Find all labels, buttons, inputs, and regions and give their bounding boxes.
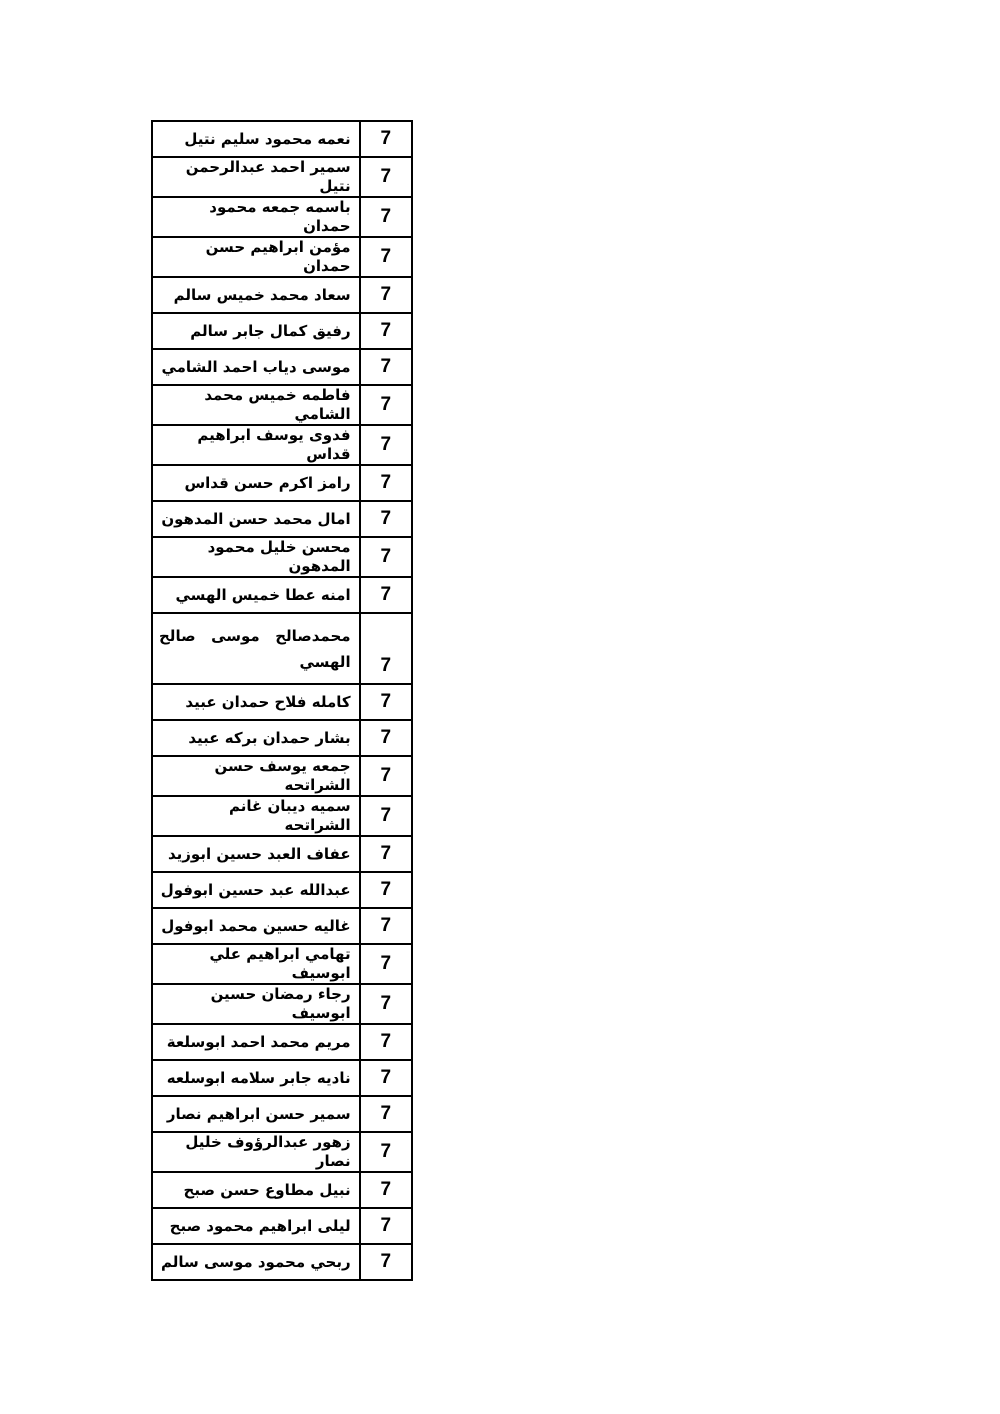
number-cell: 7 bbox=[360, 277, 412, 313]
number-cell: 7 bbox=[360, 465, 412, 501]
table-row bbox=[152, 501, 412, 537]
table-row bbox=[152, 537, 412, 577]
name-cell: سميه ديبان غانم الشراتحه bbox=[152, 796, 360, 836]
number-cell: 7 bbox=[360, 425, 412, 465]
number-cell: 7 bbox=[360, 385, 412, 425]
table-row bbox=[152, 796, 412, 836]
table-row bbox=[152, 197, 412, 237]
table-row bbox=[152, 237, 412, 277]
table-row bbox=[152, 425, 412, 465]
number-cell: 7 bbox=[360, 157, 412, 197]
number-cell: 7 bbox=[360, 121, 412, 157]
name-cell: جمعه يوسف حسن الشراتحه bbox=[152, 756, 360, 796]
number-cell: 7 bbox=[360, 1132, 412, 1172]
number-cell: 7 bbox=[360, 1060, 412, 1096]
number-cell: 7 bbox=[360, 836, 412, 872]
name-cell: بشار حمدان بركه عبيد bbox=[152, 720, 360, 756]
number-cell: 7 bbox=[360, 684, 412, 720]
number-cell: 7 bbox=[360, 1208, 412, 1244]
table-row bbox=[152, 577, 412, 613]
name-cell: امال محمد حسن المدهون bbox=[152, 501, 360, 537]
name-cell: رفيق كمال جابر سالم bbox=[152, 313, 360, 349]
name-cell: رجاء رمضان حسين ابوسيف bbox=[152, 984, 360, 1024]
name-cell: محمدصالح موسى صالح الهسي bbox=[152, 613, 360, 684]
table-row bbox=[152, 984, 412, 1024]
table-row bbox=[152, 756, 412, 796]
name-cell: تهامي ابراهيم علي ابوسيف bbox=[152, 944, 360, 984]
name-cell: نبيل مطاوع حسن صبح bbox=[152, 1172, 360, 1208]
name-cell: ناديه جابر سلامه ابوسلعه bbox=[152, 1060, 360, 1096]
number-cell: 7 bbox=[360, 908, 412, 944]
table-row bbox=[152, 1060, 412, 1096]
number-cell: 7 bbox=[360, 756, 412, 796]
name-cell: عبدالله عبد حسين ابوفول bbox=[152, 872, 360, 908]
name-cell: كامله فلاح حمدان عبيد bbox=[152, 684, 360, 720]
table-row bbox=[152, 944, 412, 984]
number-cell: 7 bbox=[360, 197, 412, 237]
table-row bbox=[152, 1172, 412, 1208]
number-cell: 7 bbox=[360, 984, 412, 1024]
name-cell: باسمه جمعه محمود حمدان bbox=[152, 197, 360, 237]
name-cell: غاليه حسين محمد ابوفول bbox=[152, 908, 360, 944]
number-cell: 7 bbox=[360, 796, 412, 836]
table-row bbox=[152, 313, 412, 349]
number-cell: 7 bbox=[360, 237, 412, 277]
name-cell: نعمه محمود سليم نتيل bbox=[152, 121, 360, 157]
number-cell: 7 bbox=[360, 872, 412, 908]
number-cell: 7 bbox=[360, 720, 412, 756]
name-cell: امنه عطا خميس الهسي bbox=[152, 577, 360, 613]
number-cell: 7 bbox=[360, 577, 412, 613]
table-row bbox=[152, 613, 412, 684]
number-cell: 7 bbox=[360, 537, 412, 577]
table-row bbox=[152, 872, 412, 908]
number-cell: 7 bbox=[360, 501, 412, 537]
number-cell: 7 bbox=[360, 1024, 412, 1060]
number-cell: 7 bbox=[360, 1244, 412, 1280]
table-row bbox=[152, 836, 412, 872]
name-cell: سمير حسن ابراهيم نصار bbox=[152, 1096, 360, 1132]
name-cell: موسى دياب احمد الشامي bbox=[152, 349, 360, 385]
table-row bbox=[152, 385, 412, 425]
name-cell: محسن خليل محمود المدهون bbox=[152, 537, 360, 577]
name-cell: رامز اكرم حسن قداس bbox=[152, 465, 360, 501]
names-table-body bbox=[152, 121, 412, 1280]
table-row bbox=[152, 465, 412, 501]
table-row bbox=[152, 720, 412, 756]
table-row bbox=[152, 277, 412, 313]
number-cell: 7 bbox=[360, 313, 412, 349]
number-cell: 7 bbox=[360, 1096, 412, 1132]
name-cell: سعاد محمد خميس سالم bbox=[152, 277, 360, 313]
table-row bbox=[152, 684, 412, 720]
table-row bbox=[152, 1096, 412, 1132]
number-cell: 7 bbox=[360, 1172, 412, 1208]
name-cell: ربحي محمود موسى سالم bbox=[152, 1244, 360, 1280]
table-row bbox=[152, 1024, 412, 1060]
number-cell: 7 bbox=[360, 944, 412, 984]
name-cell: سمير احمد عبدالرحمن نتيل bbox=[152, 157, 360, 197]
table-row bbox=[152, 1208, 412, 1244]
table-row bbox=[152, 908, 412, 944]
name-cell: زهور عبدالرؤوف خليل نصار bbox=[152, 1132, 360, 1172]
number-cell: 7 bbox=[360, 613, 412, 684]
table-row bbox=[152, 121, 412, 157]
name-cell: عفاف العبد حسين ابوزيد bbox=[152, 836, 360, 872]
number-cell: 7 bbox=[360, 349, 412, 385]
name-cell: فدوى يوسف ابراهيم قداس bbox=[152, 425, 360, 465]
table-row bbox=[152, 157, 412, 197]
name-cell: مريم محمد احمد ابوسلعة bbox=[152, 1024, 360, 1060]
name-cell: مؤمن ابراهيم حسن حمدان bbox=[152, 237, 360, 277]
name-cell: ليلى ابراهيم محمود صبح bbox=[152, 1208, 360, 1244]
table-row bbox=[152, 349, 412, 385]
name-cell: فاطمه خميس محمد الشامي bbox=[152, 385, 360, 425]
names-table bbox=[151, 120, 413, 1281]
table-row bbox=[152, 1244, 412, 1280]
table-row bbox=[152, 1132, 412, 1172]
